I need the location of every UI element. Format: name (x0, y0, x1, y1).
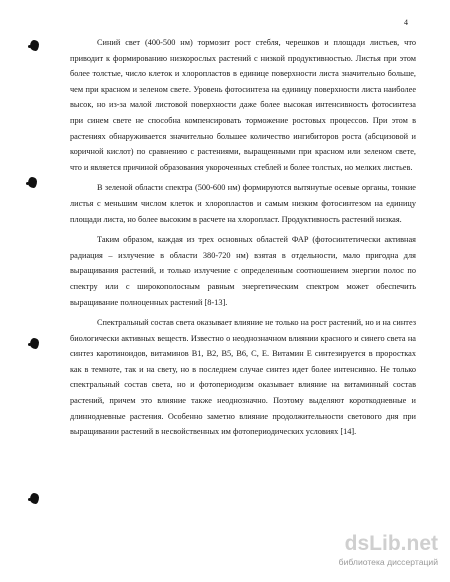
hole-punch-mark (30, 493, 39, 504)
hole-punch-mark (30, 40, 39, 51)
watermark-subtitle: библиотека диссертаций (338, 557, 438, 567)
document-body (70, 35, 416, 440)
hole-punch-mark (30, 338, 39, 349)
watermark[interactable] (330, 532, 438, 572)
paragraph-blue-light: Синий свет (400-500 нм) тормозит рост стебля, черешков и площади листьев, что приводит к формированию низкорослых растений с низкой продуктивностью. Листья при этом более толстые, число клеток и хлоропластов в единице поверхности листа значительно больше, чем при красном и зеленом свете. Уровень фотосинтеза на единицу поверхности листа наиболее высок, но из-за малой листовой поверхности даже более высокая интенсивность фотосинтеза при синем свете не способна компенсировать торможение ростовых процессов. При этом в растениях обнаруживается значительно большее количество ингибиторов роста (абсцизовой и коричной кислот) по сравнению с растениями, выращенными при красном или зеленом свете, что и является причиной образования укороченных стеблей и более толстых, но мелких листьев. (70, 38, 416, 172)
paragraph-green-light: В зеленой области спектра (500-600 нм) формируются вытянутые осевые органы, тонкие листья с меньшим числом клеток и хлоропластов и самым низким фотосинтезом на единицу площади листа, но более высоким в расчете на хлоропласт. Продуктивность растений низкая. (70, 183, 416, 224)
watermark-logo[interactable]: dsLib.net (344, 532, 438, 555)
hole-punch-mark (28, 177, 37, 188)
paragraph-spectral-composition: Спектральный состав света оказывает влияние не только на рост растений, но и на синтез биологически активных веществ. Известно о неоднозначном влиянии красного и синего света на синтез каротиноидов, витаминов B1, B2, B5, B6, С, Е. Витамин Е синтезируется в проростках как в темноте, так и на свету, но в последнем случае синтез идет более интенсивно. Не только спектральный состав света, но и фотопериодизм оказывает влияние на витаминный состав растений, причем это влияние также неоднозначно. Поэтому выделяют короткодневные и длиннодневные растения. Особенно заметно влияние продолжительности светового дня при выращивании растений в несвойственных им фотопериодических условиях [14]. (70, 318, 416, 437)
page-number: 4 (404, 18, 408, 27)
paragraph-par-summary: Таким образом, каждая из трех основных областей ФАР (фотосинтетически активная радиация – излучение в области 380-720 нм) взятая в отдельности, мало пригодна для выращивания растений, и только излучение с определенным соотношением энергии полос по спектру или с широкополосным равным энергетическим спектром может обеспечить выращивание полноценных растений [8-13]. (70, 235, 416, 307)
